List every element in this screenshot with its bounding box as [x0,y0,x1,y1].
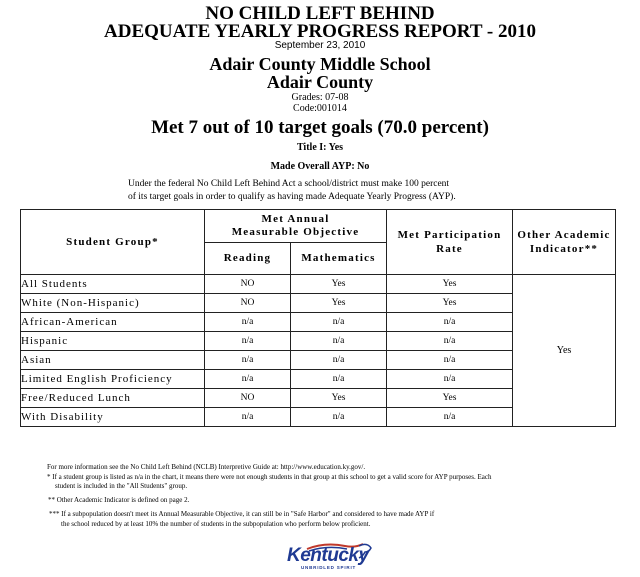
reading-cell: n/a [205,351,291,370]
footnote-3-line2: the school reduced by at least 10% the number of students in the subpopulation who perform below proficient. [61,519,371,528]
more-info-note: For more information see the No Child Left Behind (NCLB) Interpretive Guide at: http://www.education.ky.gov/. [47,463,366,471]
math-cell: Yes [291,389,387,408]
math-cell: n/a [291,332,387,351]
reading-cell: n/a [205,313,291,332]
report-title-line2: ADEQUATE YEARLY PROGRESS REPORT - 2010 [104,21,536,42]
math-cell: n/a [291,408,387,427]
overall-ayp-status: Made Overall AYP: No [270,161,370,172]
student-group-cell: All Students [21,275,205,294]
participation-cell: n/a [387,370,513,389]
kentucky-logo-tagline: UNBRIDLED SPIRIT [301,565,357,570]
student-group-cell: With Disability [21,408,205,427]
header-met-participation-rate [387,210,513,275]
report-title-line1: NO CHILD LEFT BEHIND [205,3,435,24]
header-participation-line2: Rate [436,243,463,255]
student-group-cell: Hispanic [21,332,205,351]
participation-cell: n/a [387,332,513,351]
reading-cell: NO [205,294,291,313]
reading-cell: NO [205,389,291,408]
reading-cell: NO [205,275,291,294]
intro-line2: of its target goals in order to qualify as having made Adequate Yearly Progress (AYP). [128,192,456,202]
other-academic-indicator-cell: Yes [513,275,616,427]
header-other-academic-indicator [513,210,616,275]
participation-cell: Yes [387,294,513,313]
header-student-group: Student Group* [21,210,205,275]
footnote-1-line2: student is included in the "All Students" group. [55,482,188,490]
kentucky-logo-text: Kentucky [287,545,369,566]
grades: Grades: 07-08 [291,92,349,103]
header-mathematics: Mathematics [291,242,387,275]
header-other-line2: Indicator** [529,243,599,255]
reading-cell: n/a [205,408,291,427]
header-reading: Reading [205,242,291,275]
footnote-2: ** Other Academic Indicator is defined on page 2. [48,495,190,504]
math-cell: Yes [291,294,387,313]
reading-cell: n/a [205,332,291,351]
header-met-annual-measurable-objective [205,210,387,243]
math-cell: n/a [291,351,387,370]
math-cell: Yes [291,275,387,294]
math-cell: n/a [291,313,387,332]
header-other-line1: Other Academic [517,229,611,241]
footnote-3-line1: *** If a subpopulation doesn't meet its Annual Measurable Objective, it can still be in "Safe Harbor" and considered to have made AYP if [49,510,435,518]
report-date: September 23, 2010 [274,40,366,51]
participation-cell: Yes [387,275,513,294]
kentucky-logo [285,540,375,572]
district-name: Adair County [266,72,374,92]
header-participation-line1: Met Participation [397,229,502,241]
student-group-cell: Asian [21,351,205,370]
school-code: Code:001014 [293,103,347,114]
student-group-cell: Limited English Proficiency [21,370,205,389]
math-cell: n/a [291,370,387,389]
participation-cell: n/a [387,313,513,332]
reading-cell: n/a [205,370,291,389]
participation-cell: n/a [387,351,513,370]
header-mao-line2: Measurable Objective [231,225,360,238]
student-group-cell: African-American [21,313,205,332]
title-i-status: Title I: Yes [296,142,344,153]
ayp-table [20,209,616,427]
student-group-cell: Free/Reduced Lunch [21,389,205,408]
participation-cell: n/a [387,408,513,427]
header-mao-line1: Met Annual [261,212,330,225]
intro-line1: Under the federal No Child Left Behind Act a school/district must make 100 percent [128,179,450,189]
goals-summary: Met 7 out of 10 target goals (70.0 percent) [151,117,489,138]
student-group-cell: White (Non-Hispanic) [21,294,205,313]
school-name: Adair County Middle School [209,54,431,74]
footnotes [47,463,491,529]
footnote-1-line1: * If a student group is listed as n/a in the chart, it means there were not enough students in that group at this school to get a valid score for AYP purposes. Each [47,472,492,481]
table-row [21,275,616,294]
participation-cell: Yes [387,389,513,408]
